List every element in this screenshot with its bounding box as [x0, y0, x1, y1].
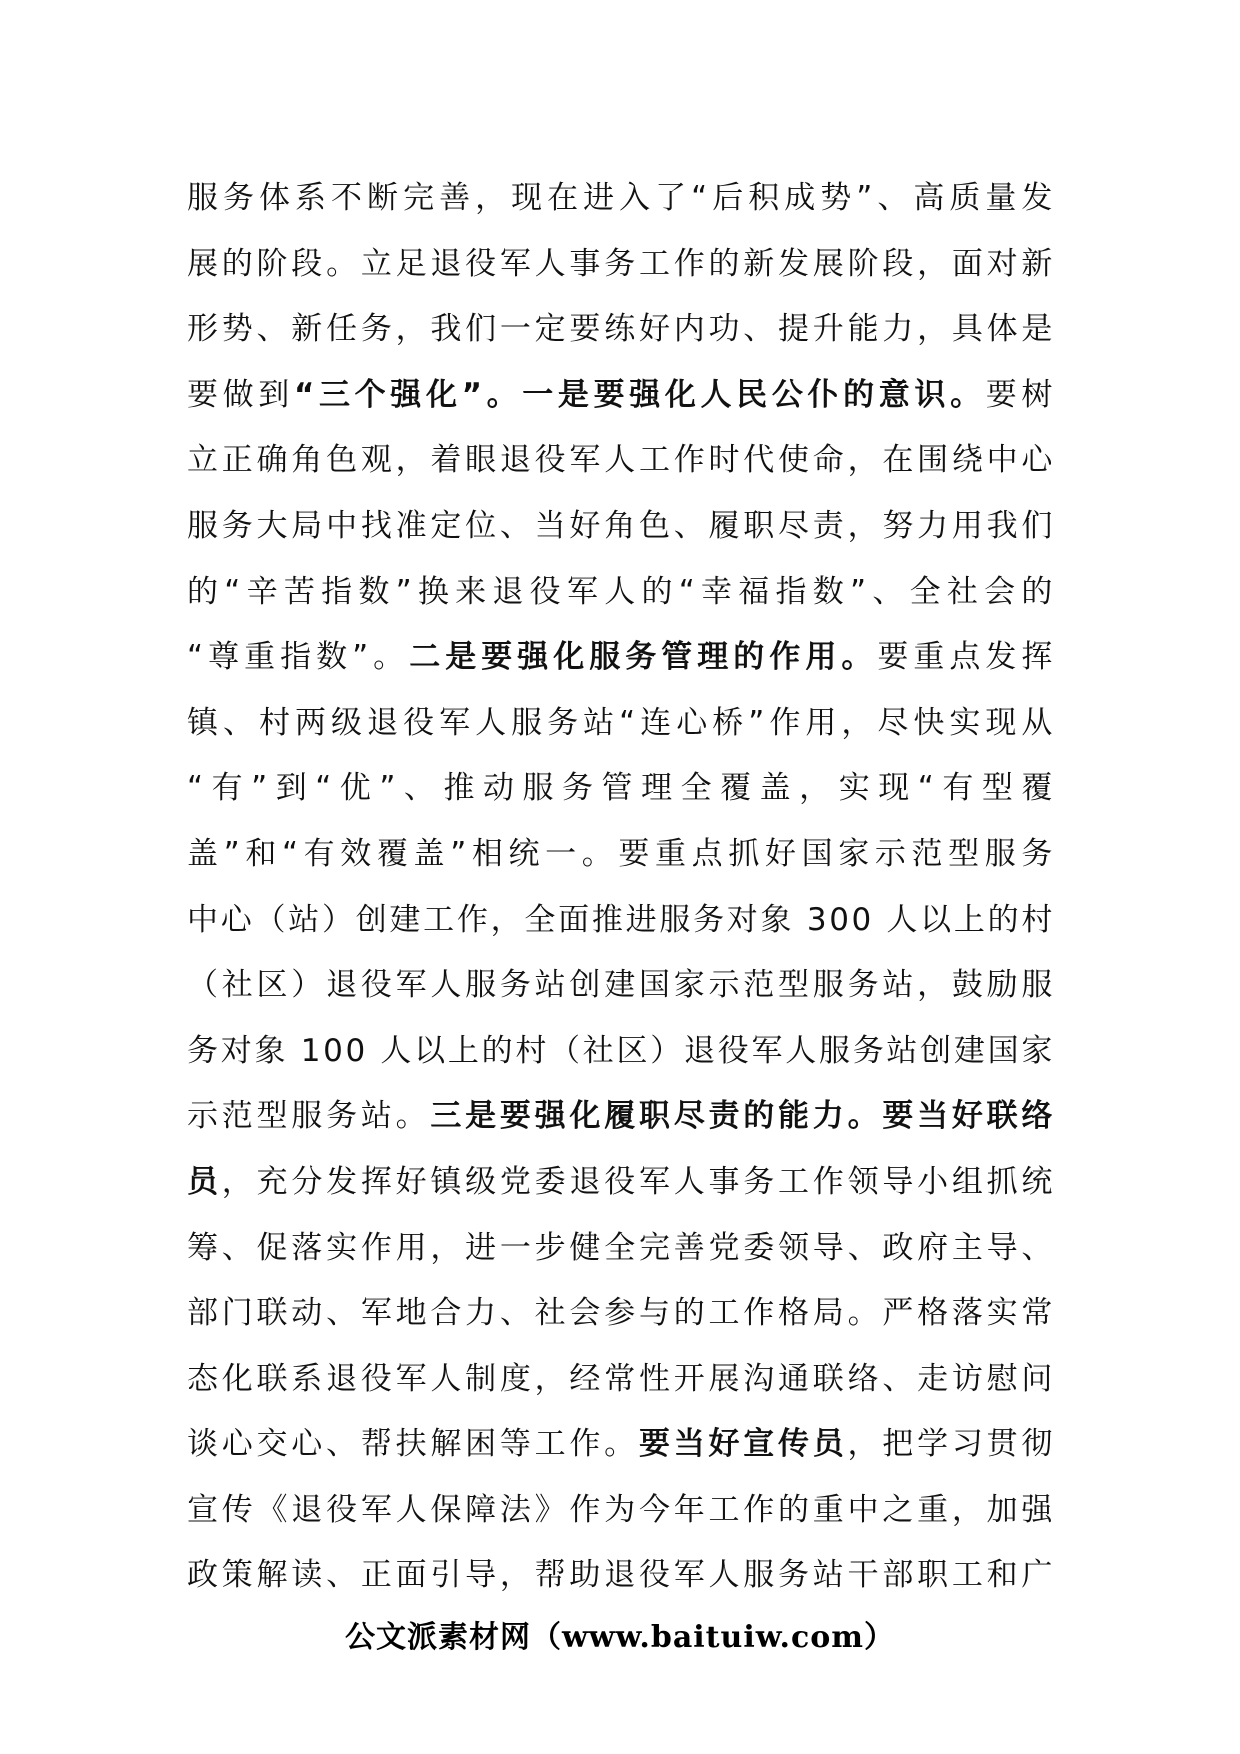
text-segment: 形势、新任务，我们一定要练好内功、提升能力，具体是	[187, 311, 1055, 348]
text-segment: 展的阶段。立足退役军人事务工作的新发展阶段，面对新	[187, 245, 1055, 282]
text-line	[187, 166, 1055, 232]
document-body	[187, 166, 1055, 1609]
text-segment: 谈心交心、帮扶解困等工作。	[187, 1426, 639, 1463]
text-line	[187, 428, 1055, 494]
text-segment: 示范型服务站。	[187, 1098, 431, 1135]
bold-text-segment: “三个强化”。一是要强化人民公仆的意识。	[293, 376, 986, 413]
text-segment: 立正确角色观，着眼退役军人工作时代使命，在围绕中心	[187, 442, 1055, 479]
text-line	[187, 953, 1055, 1019]
text-segment: 务对象 100 人以上的村（社区）退役军人服务站创建国家	[187, 1032, 1055, 1069]
text-segment: 态化联系退役军人制度，经常性开展沟通联络、走访慰问	[187, 1360, 1055, 1397]
text-line	[187, 1543, 1055, 1609]
text-segment: 要树	[985, 376, 1056, 413]
bold-text-segment: 三是要强化履职尽责的能力。要当好联络	[430, 1098, 1055, 1135]
text-line	[187, 297, 1055, 363]
text-line	[187, 822, 1055, 888]
text-segment: 要重点发挥	[877, 639, 1055, 676]
text-line	[187, 494, 1055, 560]
text-line	[187, 1019, 1055, 1085]
text-segment: 服务大局中找准定位、当好角色、履职尽责，努力用我们	[187, 507, 1055, 544]
bold-text-segment: 要当好宣传员	[638, 1426, 848, 1463]
text-segment: 政策解读、正面引导，帮助退役军人服务站干部职工和广	[187, 1557, 1055, 1594]
text-segment: 镇、村两级退役军人服务站“连心桥”作用，尽快实现从	[187, 704, 1055, 741]
text-line	[187, 888, 1055, 954]
text-segment: 筹、促落实作用，进一步健全完善党委领导、政府主导、	[187, 1229, 1055, 1266]
text-line	[187, 1281, 1055, 1347]
bold-text-segment: 员	[187, 1163, 222, 1200]
text-line	[187, 363, 1055, 429]
text-line	[187, 1478, 1055, 1544]
text-segment: ，把学习贯彻	[847, 1426, 1055, 1463]
text-line	[187, 625, 1055, 691]
text-segment: 服务体系不断完善，现在进入了“后积成势”、高质量发	[187, 180, 1055, 216]
footer-watermark: 公文派素材网（www.baituiw.com）	[344, 1620, 896, 1655]
text-segment: 的“辛苦指数”换来退役军人的“幸福指数”、全社会的	[187, 573, 1055, 610]
text-line	[187, 1084, 1055, 1150]
text-segment: ，充分发挥好镇级党委退役军人事务工作领导小组抓统	[221, 1163, 1055, 1200]
text-segment: “有”到“优”、推动服务管理全覆盖，实现“有型覆	[187, 770, 1055, 807]
text-line	[187, 1150, 1055, 1216]
text-line	[187, 1216, 1055, 1282]
text-segment: 盖”和“有效覆盖”相统一。要重点抓好国家示范型服务	[187, 835, 1055, 872]
text-segment: 宣传《退役军人保障法》作为今年工作的重中之重，加强	[187, 1491, 1055, 1528]
text-line	[187, 1347, 1055, 1413]
text-line	[187, 1412, 1055, 1478]
text-segment: 要做到	[187, 376, 294, 413]
text-segment: 中心（站）创建工作，全面推进服务对象 300 人以上的村	[187, 901, 1055, 938]
bold-text-segment: 二是要强化服务管理的作用。	[409, 639, 878, 676]
text-line	[187, 691, 1055, 757]
text-segment: 部门联动、军地合力、社会参与的工作格局。严格落实常	[187, 1295, 1055, 1332]
text-line	[187, 232, 1055, 298]
text-segment: （社区）退役军人服务站创建国家示范型服务站，鼓励服	[187, 967, 1055, 1004]
text-line	[187, 560, 1055, 626]
text-segment: “尊重指数”。	[187, 639, 410, 676]
text-line	[187, 756, 1055, 822]
